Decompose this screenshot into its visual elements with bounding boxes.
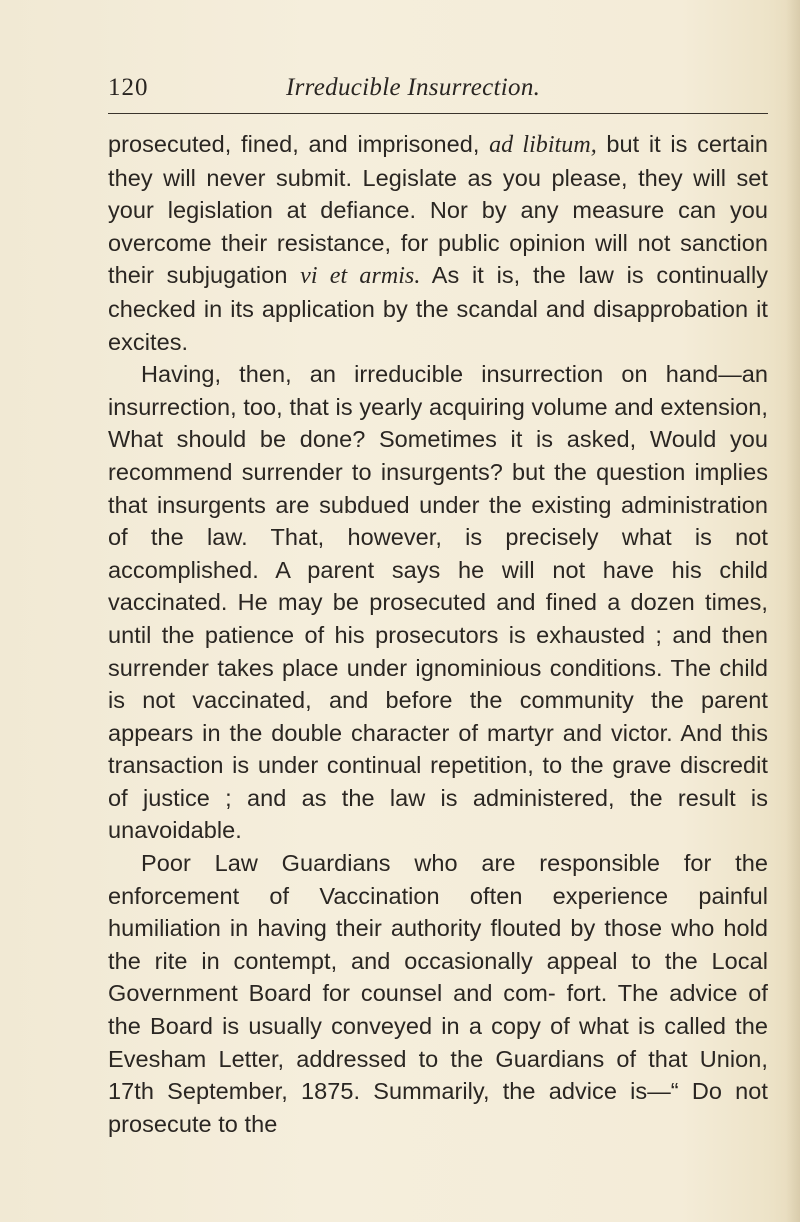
page-edge-shadow bbox=[786, 0, 800, 1222]
text-segment: Poor Law Guardians who are responsible for the enforcement of Vaccination often experience painful humiliation in having their authority flouted by those who hold the rite in contempt, and occasionally appeal to the Local Government Board for counsel and com- fort. The advice of the Board is usually conveyed in a copy of what is called the Evesham Letter, addressed to the Guardians of that Union, 17th September, 1875. Summarily, the advice is—“ Do not prosecute to the bbox=[108, 850, 768, 1137]
header-rule bbox=[108, 113, 768, 114]
page-number: 120 bbox=[108, 74, 149, 101]
paragraph-1 bbox=[108, 128, 768, 358]
body-text bbox=[108, 128, 768, 1140]
text-segment: prosecuted, fined, and imprisoned, bbox=[108, 131, 490, 157]
italic-phrase: ad libitum, bbox=[489, 132, 597, 158]
running-head: Irreducible Insurrection. bbox=[286, 74, 541, 101]
paragraph-3 bbox=[108, 847, 768, 1140]
text-segment: but it is certain they will never submit. Legislate as you please, they will set your legislation at defiance. Nor by any measure can you overcome their resistance, for public opinion will not sanction their subjugation bbox=[108, 131, 768, 289]
text-segment: Having, then, an irreducible insurrection on hand—an insurrection, too, that is yearly acquiring volume and extension, What should be done? Sometimes it is asked, Would you recommend surrender to insurgents? but the question implies that insurgents are subdued under the existing administration of the law. That, however, is precisely what is not accomplished. A parent says he will not have his child vaccinated. He may be prosecuted and fined a dozen times, until the patience of his prosecutors is exhausted ; and then surrender takes place under ignominious conditions. The child is not vaccinated, and before the community the parent appears in the double character of martyr and victor. And this transaction is under continual repetition, to the grave discredit of justice ; and as the law is administered, the result is unavoidable. bbox=[108, 361, 768, 844]
italic-phrase: vi et armis. bbox=[300, 263, 421, 290]
page-header bbox=[108, 74, 768, 114]
text-segment: As it is, the law is continually checked in its application by the scandal and disapprobation it excites. bbox=[108, 262, 769, 355]
paragraph-2 bbox=[108, 358, 768, 847]
